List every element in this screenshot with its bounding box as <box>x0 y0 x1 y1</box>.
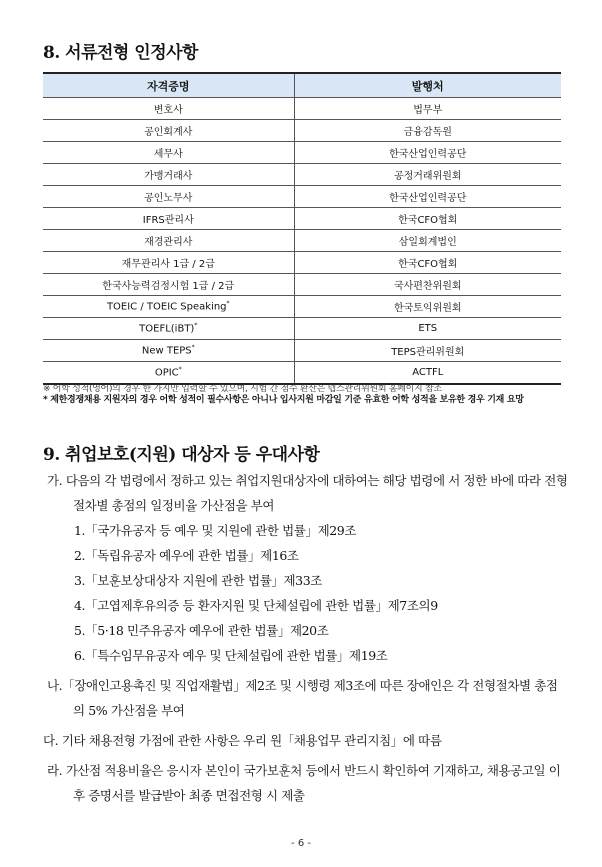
footnote-mark: * <box>226 300 230 308</box>
cert-name-cell: 재무관리사 1급 / 2급 <box>43 252 294 274</box>
cert-name-cell: 한국사능력검정시험 1급 / 2급 <box>43 274 294 296</box>
table-row <box>43 230 561 252</box>
issuer-cell: 삼일회계법인 <box>294 230 561 252</box>
restricted-hiring-note: * 제한경쟁채용 지원자의 경우 어학 성적이 필수사항은 아니나 입사지원 마감일 기준 유효한 어학 성적을 보유한 경우 기재 요망 <box>43 395 524 405</box>
cert-name-cell: 가맹거래사 <box>43 164 294 186</box>
issuer-cell: TEPS관리위원회 <box>294 340 561 362</box>
page-number: - 6 - <box>291 838 311 849</box>
section-9-title: 9. 취업보호(지원) 대상자 등 우대사항 <box>43 445 320 465</box>
certificate-table <box>43 72 561 385</box>
table-row <box>43 340 561 362</box>
issuer-cell: 국사편찬위원회 <box>294 274 561 296</box>
table-row <box>43 208 561 230</box>
clause-ga: 가. 다음의 각 법령에서 정하고 있는 취업지원대상자에 대하여는 해당 법령에 서 정한 바에 따라 전형절차별 총점의 일정비율 가산점을 부여 <box>47 473 568 513</box>
certificate-rows <box>43 98 561 385</box>
issuer-cell: 한국CFO협회 <box>294 208 561 230</box>
issuer-cell: ETS <box>294 318 561 340</box>
law-item: 4.「고엽제후유의증 등 환자지원 및 단체설립에 관한 법률」제7조의9 <box>74 598 438 613</box>
cert-name-cell: 공인노무사 <box>43 186 294 208</box>
table-row <box>43 98 561 120</box>
table-row <box>43 318 561 340</box>
section-9-body <box>43 468 568 808</box>
cert-name-cell: 변호사 <box>43 98 294 120</box>
footnote-mark: * <box>191 344 195 352</box>
table-row <box>43 120 561 142</box>
law-item: 6.「특수임무유공자 예우 및 단체설립에 관한 법률」제19조 <box>74 648 388 663</box>
header-issuer: 발행처 <box>294 73 561 98</box>
footnote-mark: * <box>194 322 198 330</box>
issuer-cell: 법무부 <box>294 98 561 120</box>
issuer-cell: 한국CFO협회 <box>294 252 561 274</box>
cert-name-cell: IFRS관리사 <box>43 208 294 230</box>
cert-name-cell: 재경관리사 <box>43 230 294 252</box>
footnote-mark: * <box>178 366 182 374</box>
issuer-cell: 공정거래위원회 <box>294 164 561 186</box>
table-row <box>43 186 561 208</box>
law-item: 1.「국가유공자 등 예우 및 지원에 관한 법률」제29조 <box>74 523 357 538</box>
header-cert-name: 자격증명 <box>43 73 294 98</box>
issuer-cell: 한국산업인력공단 <box>294 142 561 164</box>
clause-na: 나.「장애인고용촉진 및 직업재활법」제2조 및 시행령 제3조에 따른 장애인은 각 전형절차별 총점의 5% 가산점을 부여 <box>47 678 558 718</box>
cert-name-cell: OPIC* <box>43 362 294 385</box>
table-row <box>43 252 561 274</box>
cert-name-cell: New TEPS* <box>43 340 294 362</box>
language-score-note: ※ 어학 성적(영어)의 경우 한 가지만 입력할 수 있으며, 시험 간 점수 환산은 텝스관리위원회 홈페이지 참조 <box>43 384 442 394</box>
clause-da: 다. 기타 채용전형 가점에 관한 사항은 우리 원「채용업무 관리지침」에 따름 <box>43 733 442 748</box>
cert-name-cell: TOEFL(iBT)* <box>43 318 294 340</box>
table-row <box>43 274 561 296</box>
cert-name-cell: TOEIC / TOEIC Speaking* <box>43 296 294 318</box>
issuer-cell: 한국산업인력공단 <box>294 186 561 208</box>
law-item: 5.「5·18 민주유공자 예우에 관한 법률」제20조 <box>74 623 329 638</box>
cert-name-cell: 공인회계사 <box>43 120 294 142</box>
table-row <box>43 142 561 164</box>
issuer-cell: ACTFL <box>294 362 561 385</box>
section-8-title: 8. 서류전형 인정사항 <box>43 43 198 63</box>
law-item: 3.「보훈보상대상자 지원에 관한 법률」제33조 <box>74 573 322 588</box>
law-item: 2.「독립유공자 예우에 관한 법률」제16조 <box>74 548 299 563</box>
table-row <box>43 164 561 186</box>
issuer-cell: 한국토익위원회 <box>294 296 561 318</box>
issuer-cell: 금융감독원 <box>294 120 561 142</box>
table-row <box>43 296 561 318</box>
clause-ra: 라. 가산점 적용비율은 응시자 본인이 국가보훈처 등에서 반드시 확인하여 기재하고, 채용공고일 이후 증명서를 발급받아 최종 면접전형 시 제출 <box>47 763 561 803</box>
cert-name-cell: 세무사 <box>43 142 294 164</box>
